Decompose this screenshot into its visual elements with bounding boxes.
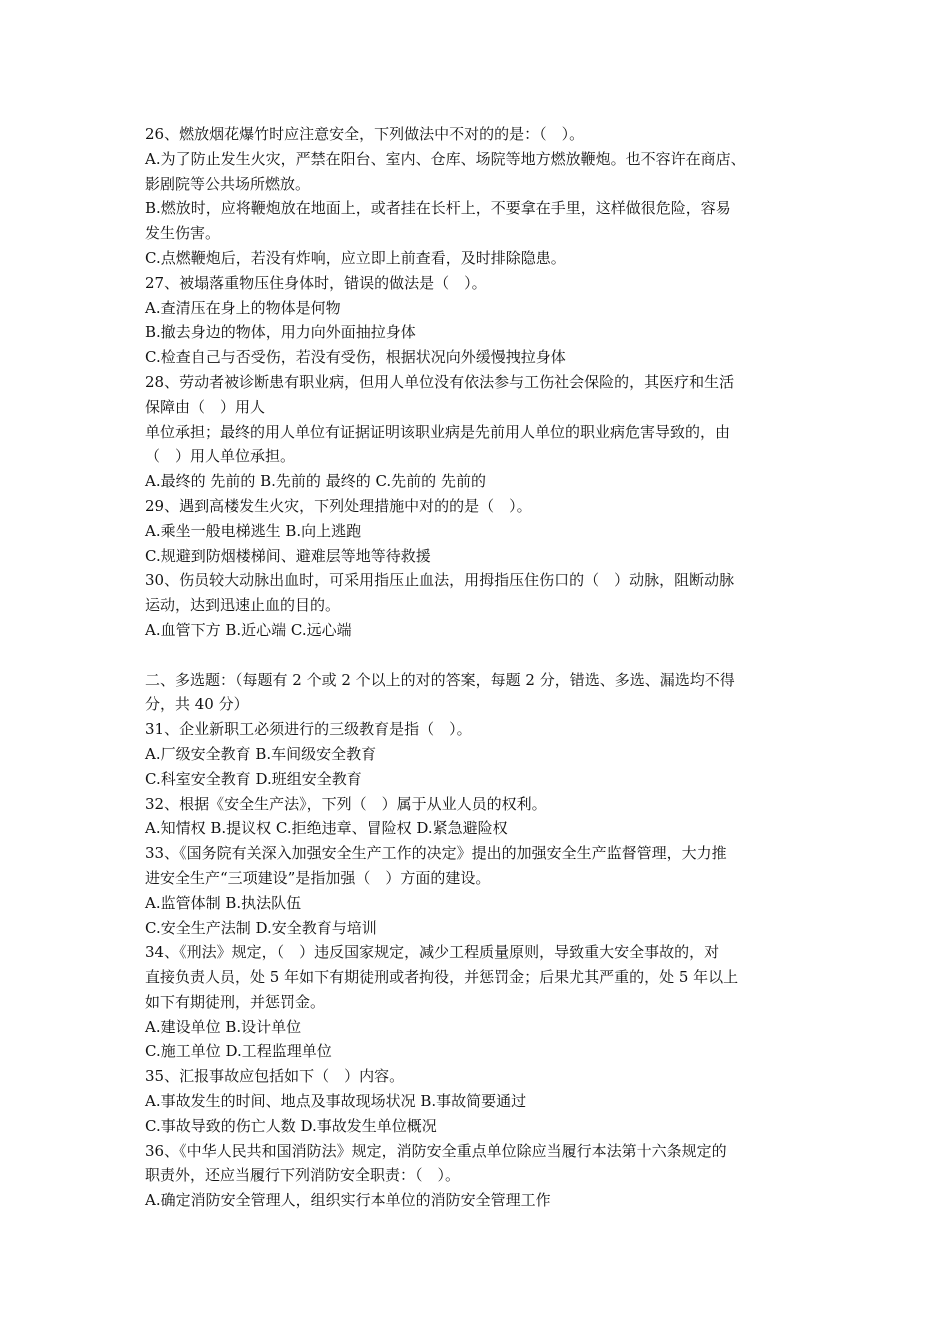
text-line: A.确定消防安全管理人，组织实行本单位的消防安全管理工作 [145,1191,551,1210]
single-choice-section [145,122,815,643]
text-line: A.建设单位 B.设计单位 [145,1017,302,1036]
section-spacer [145,643,815,668]
text-line: 发生伤害。 [145,224,221,243]
text-line: B.燃放时，应将鞭炮放在地面上，或者挂在长杆上，不要拿在手里，这样做很危险，容易 [145,199,731,218]
text-line: C.规避到防烟楼梯间、避难层等地等待救援 [145,546,431,565]
text-line: A.厂级安全教育 B.车间级安全教育 [145,744,377,763]
text-line: A.监管体制 B.执法队伍 [145,893,302,912]
text-line: C.检查自己与否受伤，若没有受伤，根据状况向外缓慢拽拉身体 [145,348,566,367]
text-line: A.血管下方 B.近心端 C.远心端 [145,620,352,639]
text-line: C.事故导致的伤亡人数 D.事故发生单位概况 [145,1116,437,1135]
text-line: 直接负责人员，处 5 年如下有期徒刑或者拘役，并惩罚金；后果尤其严重的，处 5 年以上 [145,968,739,987]
text-line: （ ）用人单位承担。 [145,447,296,466]
text-line: 32、根据《安全生产法》，下列（ ）属于从业人员的权利。 [145,794,547,813]
text-line: 分，共 40 分） [145,695,249,714]
text-line: C.施工单位 D.工程监理单位 [145,1042,332,1061]
text-line: A.为了防止发生火灾，严禁在阳台、室内、仓库、场院等地方燃放鞭炮。也不容许在商店、 [145,149,746,168]
text-line: A.知情权 B.提议权 C.拒绝违章、冒险权 D.紧急避险权 [145,819,508,838]
text-line: 33、《国务院有关深入加强安全生产工作的决定》提出的加强安全生产监督管理，大力推 [145,844,727,863]
multiple-choice-section [145,668,815,1214]
text-line: 34、《刑法》规定，（ ）违反国家规定，减少工程质量原则，导致重大安全事故的，对 [145,943,720,962]
text-line: C.安全生产法制 D.安全教育与培训 [145,918,377,937]
text-line: 保障由（ ）用人 [145,397,266,416]
document-body [145,122,815,1213]
text-line: A.乘坐一般电梯逃生 B.向上逃跑 [145,521,362,540]
text-line: 35、汇报事故应包括如下（ ）内容。 [145,1067,405,1086]
text-line: 30、伤员较大动脉出血时，可采用指压止血法，用拇指压住伤口的（ ）动脉，阻断动脉 [145,571,735,590]
text-line: 影剧院等公共场所燃放。 [145,174,311,193]
text-line: 31、企业新职工必须进行的三级教育是指（ ）。 [145,720,472,739]
text-line: 进安全生产“三项建设”是指加强（ ）方面的建设。 [145,868,491,887]
text-line: 29、遇到高楼发生火灾，下列处理措施中对的的是（ ）。 [145,496,532,515]
text-line: A.查清压在身上的物体是何物 [145,298,341,317]
text-line: 单位承担；最终的用人单位有证据证明该职业病是先前用人单位的职业病危害导致的，由 [145,422,731,441]
text-line: C.点燃鞭炮后，若没有炸响，应立即上前查看，及时排除隐患。 [145,248,566,267]
text-line: 如下有期徒刑，并惩罚金。 [145,992,326,1011]
text-line: 27、被塌落重物压住身体时，错误的做法是（ ）。 [145,273,487,292]
text-line: 二、多选题：（每题有 2 个或 2 个以上的对的答案，每题 2 分，错选、多选、漏选均不得 [145,670,735,689]
text-line: 26、燃放烟花爆竹时应注意安全，下列做法中不对的的是：（ ）。 [145,125,585,143]
text-line: A.最终的 先前的 B.先前的 最终的 C.先前的 先前的 [145,472,486,491]
text-line: C.科室安全教育 D.班组安全教育 [145,769,362,788]
text-line: 36、《中华人民共和国消防法》规定，消防安全重点单位除应当履行本法第十六条规定的 [145,1141,727,1160]
text-line: 运动，达到迅速止血的目的。 [145,596,341,615]
text-line: A.事故发生的时间、地点及事故现场状况 B.事故简要通过 [145,1092,527,1111]
text-line: 职责外，还应当履行下列消防安全职责：（ ）。 [145,1166,461,1185]
text-line: 28、劳动者被诊断患有职业病，但用人单位没有依法参与工伤社会保险的，其医疗和生活 [145,372,735,391]
text-line: B.撤去身边的物体，用力向外面抽拉身体 [145,323,416,342]
